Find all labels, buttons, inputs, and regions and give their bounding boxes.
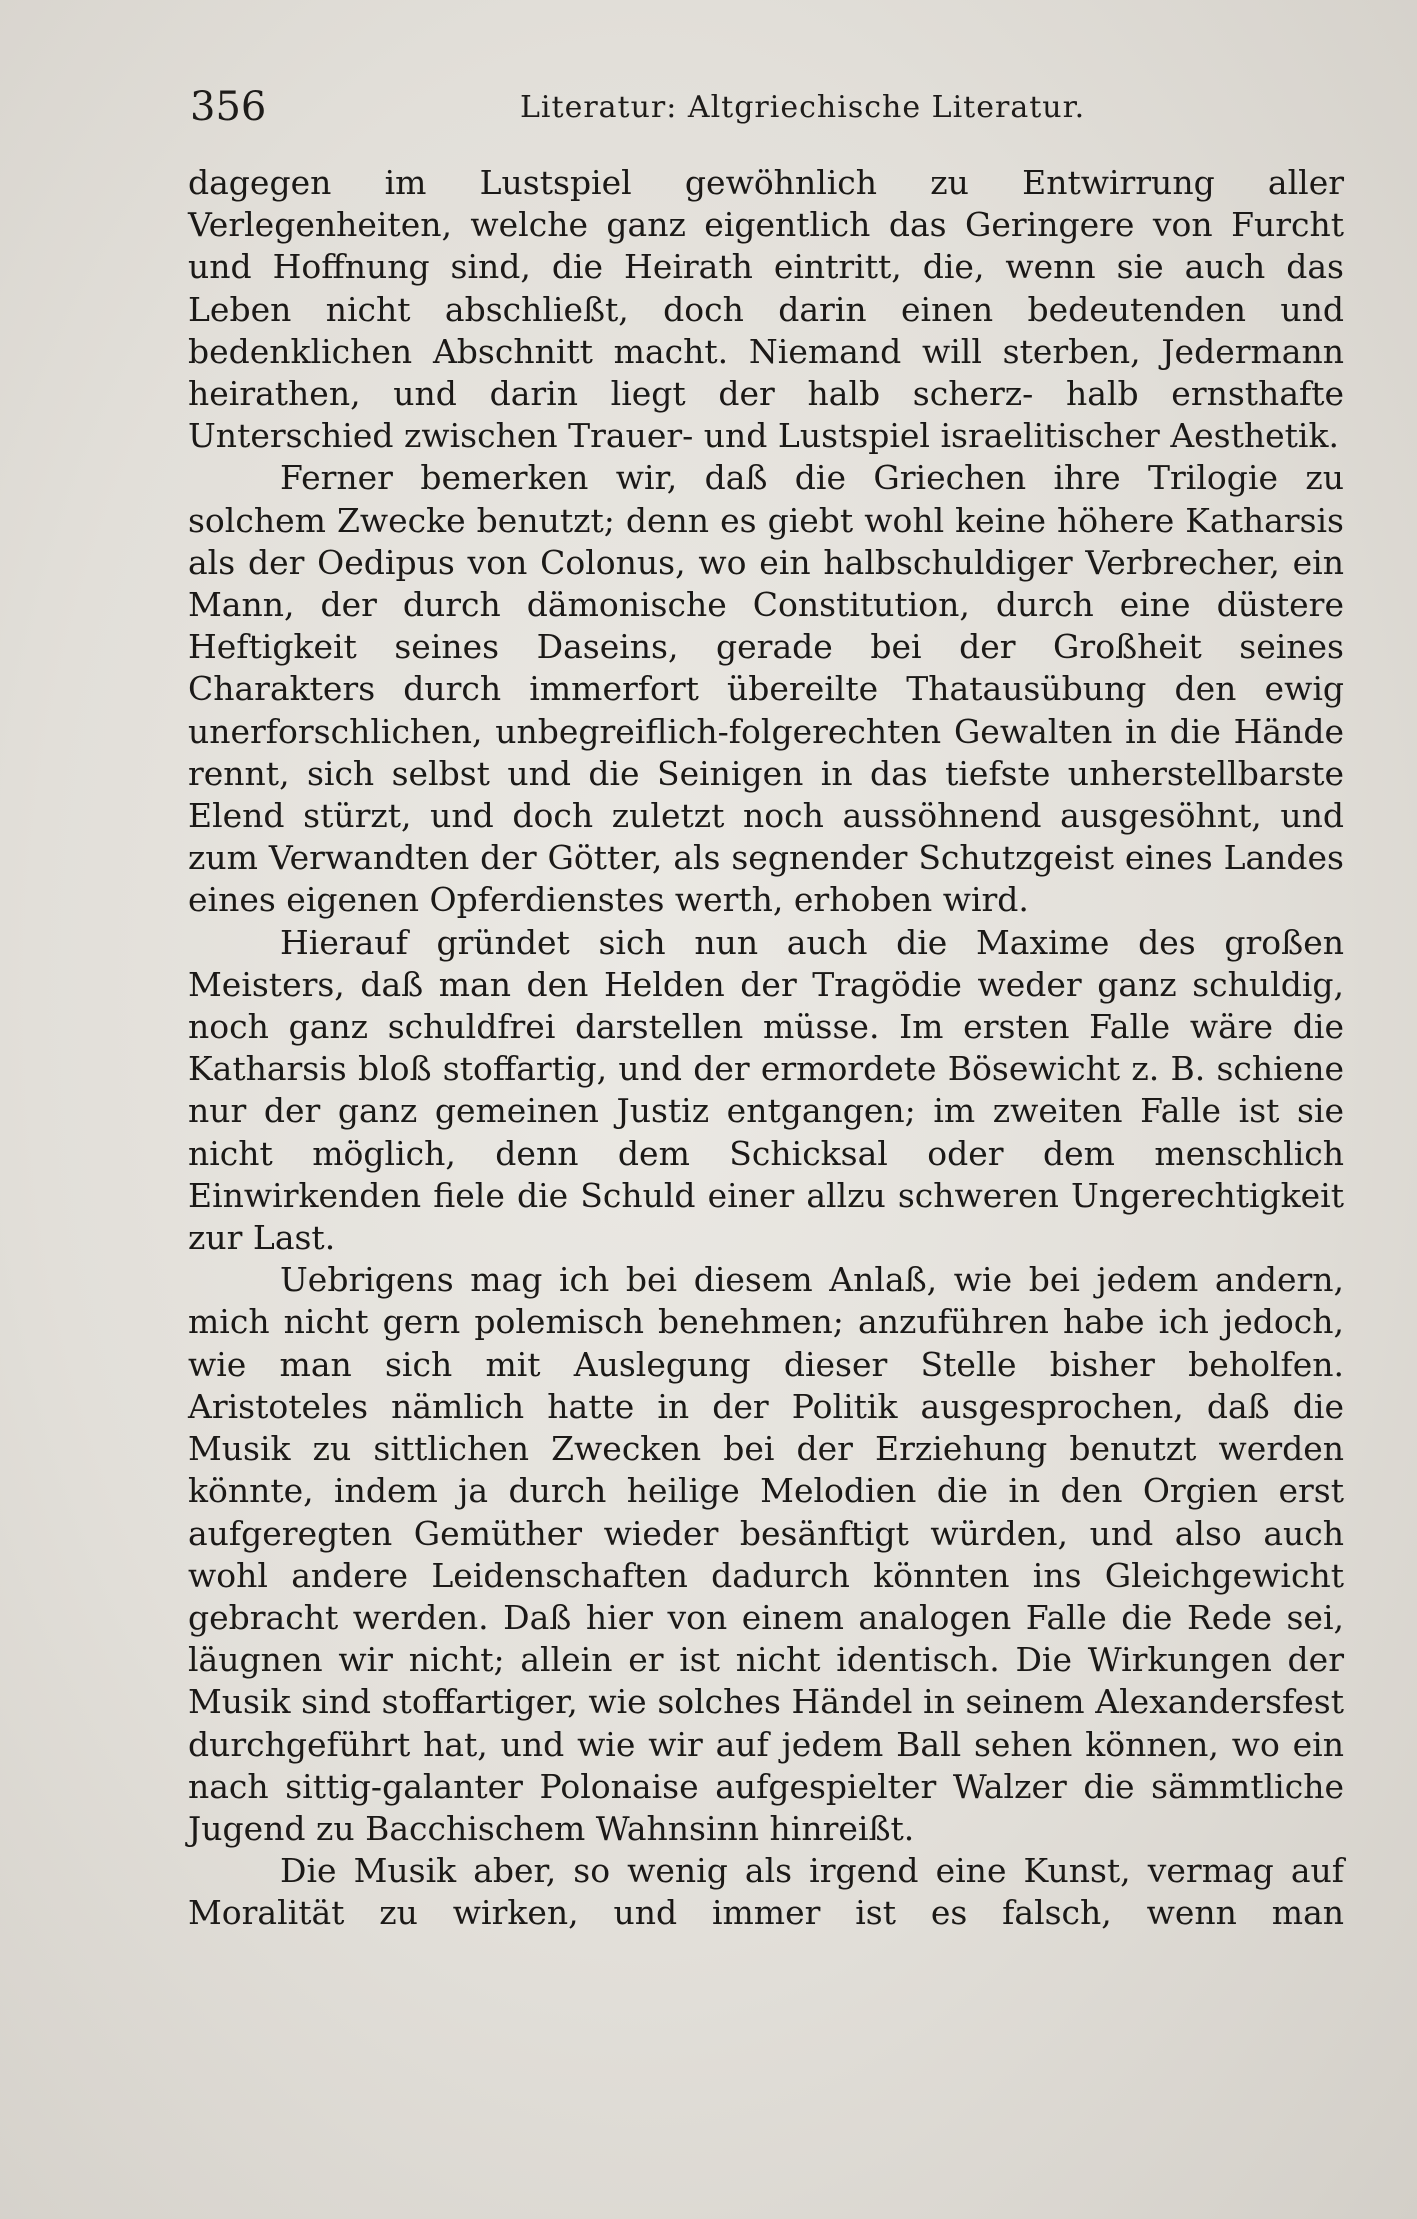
- paragraph: dagegen im Lustspiel gewöhnlich zu Entwirrung aller Verlegenheiten, welche ganz eigentlich das Geringere von Furcht und Hoffnung sind, die Heirath eintritt, die, wenn sie auch das Leben nicht abschließt, doch darin einen bedeutenden und bedenklichen Abschnitt macht. Niemand will sterben, Jedermann heirathen, und darin liegt der halb scherz- halb ernsthafte Unterschied zwischen Trauer- und Lustspiel israelitischer Aesthetik.: [188, 163, 1344, 456]
- page-number: 356: [190, 84, 267, 130]
- running-head: Literatur: Altgriechische Literatur.: [520, 90, 1086, 125]
- paragraph: Hierauf gründet sich nun auch die Maxime des großen Meisters, daß man den Helden der Tragödie weder ganz schuldig, noch ganz schuldfrei darstellen müsse. Im ersten Falle wäre die Katharsis bloß stoffartig, und der ermordete Bösewicht z. B. schiene nur der ganz gemeinen Justiz entgangen; im zweiten Falle ist sie nicht möglich, denn dem Schicksal oder dem menschlich Einwirkenden fiele die Schuld einer allzu schweren Ungerechtigkeit zur Last.: [188, 922, 1344, 1258]
- paragraph: Ferner bemerken wir, daß die Griechen ihre Trilogie zu solchem Zwecke benutzt; denn es giebt wohl keine höhere Katharsis als der Oedipus von Colonus, wo ein halbschuldiger Verbrecher, ein Mann, der durch dämonische Constitution, durch eine düstere Heftigkeit seines Daseins, gerade bei der Großheit seines Charakters durch immerfort übereilte Thatausübung den ewig unerforschlichen, unbegreiflich-folgerechten Gewalten in die Hände rennt, sich selbst und die Seinigen in das tiefste unherstellbarste Elend stürzt, und doch zuletzt noch aussöhnend ausgesöhnt, und zum Verwandten der Götter, als segnender Schutzgeist eines Landes eines eigenen Opferdienstes werth, erhoben wird.: [188, 458, 1344, 920]
- paragraph: Uebrigens mag ich bei diesem Anlaß, wie bei jedem andern, mich nicht gern polemisch benehmen; anzuführen habe ich jedoch, wie man sich mit Auslegung dieser Stelle bisher beholfen. Aristoteles nämlich hatte in der Politik ausgesprochen, daß die Musik zu sittlichen Zwecken bei der Erziehung benutzt werden könnte, indem ja durch heilige Melodien die in den Orgien erst aufgeregten Gemüther wieder besänftigt würden, und also auch wohl andere Leidenschaften dadurch könnten ins Gleichgewicht gebracht werden. Daß hier von einem analogen Falle die Rede sei, läugnen wir nicht; allein er ist nicht identisch. Die Wirkungen der Musik sind stoffartiger, wie solches Händel in seinem Alexandersfest durchgeführt hat, und wie wir auf jedem Ball sehen können, wo ein nach sittig-galanter Polonaise aufgespielter Walzer die sämmtliche Jugend zu Bacchischem Wahnsinn hinreißt.: [188, 1260, 1344, 1848]
- body-text: [188, 162, 1344, 1935]
- paragraph: Die Musik aber, so wenig als irgend eine Kunst, vermag auf Moralität zu wirken, und immer ist es falsch, wenn man: [188, 1851, 1344, 1933]
- page-header: [190, 84, 1310, 144]
